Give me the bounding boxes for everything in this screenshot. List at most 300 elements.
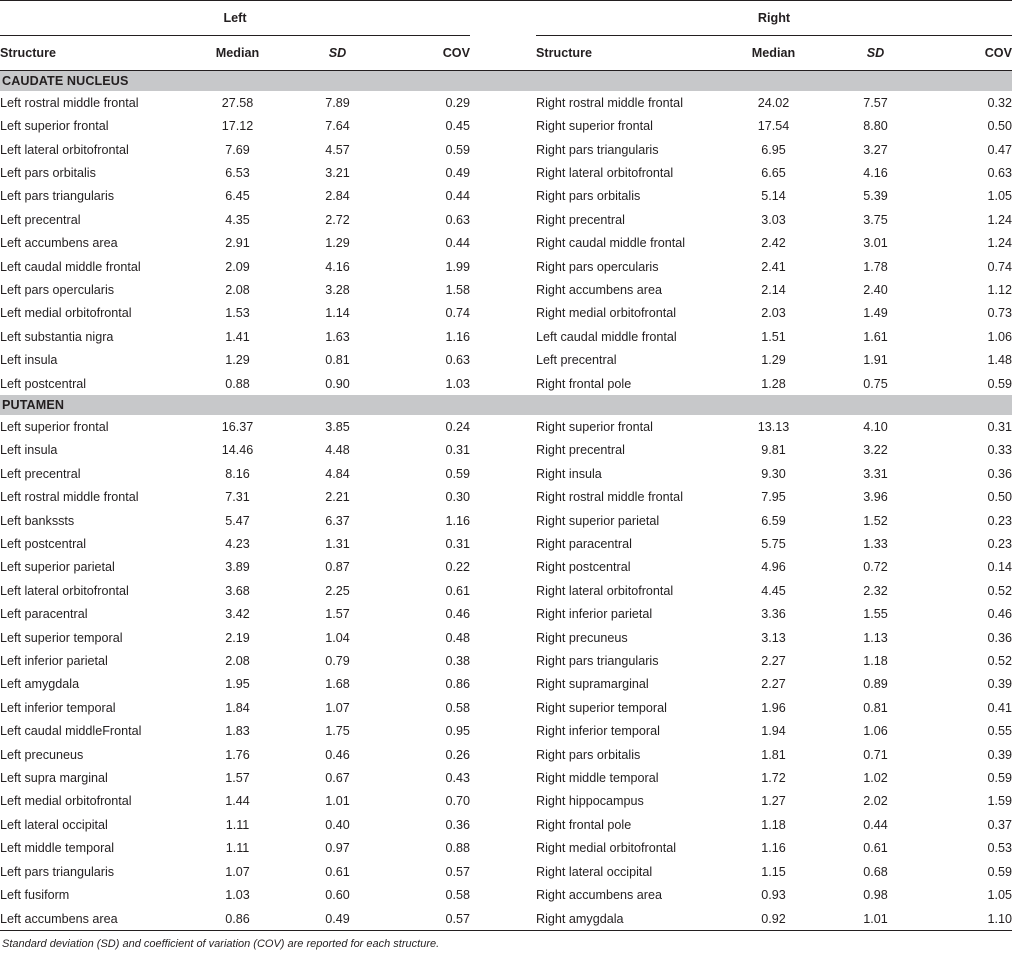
cell-median-left: 4.23 (225, 537, 250, 552)
cell-sd-right: 0.61 (863, 841, 888, 856)
cell-structure-left: Left supra marginal (0, 771, 108, 786)
cell-cov-left: 0.26 (445, 747, 470, 762)
cell-cov-left: 0.30 (445, 490, 470, 505)
table-row (0, 883, 1012, 906)
cell-cov-left: 0.43 (445, 771, 470, 786)
table-row (0, 813, 1012, 836)
cell-structure-right: Right accumbens area (536, 888, 663, 903)
cell-median-right: 13.13 (757, 419, 790, 434)
cell-structure-right: Right precentral (536, 212, 625, 227)
cell-cov-left: 0.58 (445, 700, 470, 715)
cell-cov-left: 0.59 (445, 142, 470, 157)
cell-structure-right: Right superior frontal (536, 419, 653, 434)
cell-structure-right: Right pars triangularis (536, 654, 659, 669)
column-gap (470, 626, 536, 649)
cell-structure-left: Left caudal middleFrontal (0, 724, 142, 739)
cell-structure-left: Left insula (0, 443, 58, 458)
cell-median-left: 16.37 (221, 419, 254, 434)
cell-sd-right: 3.75 (863, 212, 888, 227)
column-gap (470, 415, 536, 438)
cell-structure-right: Right lateral orbitofrontal (536, 583, 674, 598)
cell-structure-left: Left precuneus (0, 747, 84, 762)
cell-structure-left: Left pars orbitalis (0, 165, 96, 180)
cell-sd-right: 1.13 (863, 630, 888, 645)
column-gap (470, 91, 536, 114)
cell-sd-left: 4.16 (325, 259, 350, 274)
cell-cov-left: 0.24 (445, 419, 470, 434)
col-sd-left: SD (285, 36, 390, 71)
cell-sd-right: 3.96 (863, 490, 888, 505)
cell-sd-right: 1.55 (863, 607, 888, 622)
cell-median-right: 2.41 (761, 259, 786, 274)
cell-structure-right: Right pars triangularis (536, 142, 659, 157)
cell-cov-right: 0.53 (987, 841, 1012, 856)
cell-sd-left: 2.25 (325, 583, 350, 598)
cell-cov-right: 0.55 (987, 724, 1012, 739)
cell-cov-left: 0.58 (445, 888, 470, 903)
cell-cov-right: 1.59 (987, 794, 1012, 809)
cell-median-right: 1.94 (761, 724, 786, 739)
cell-structure-left: Left paracentral (0, 607, 88, 622)
column-gap (470, 325, 536, 348)
table-row (0, 185, 1012, 208)
cell-median-right: 4.96 (761, 560, 786, 575)
cell-structure-left: Left medial orbitofrontal (0, 306, 132, 321)
column-gap (470, 462, 536, 485)
cell-median-left: 1.03 (225, 888, 250, 903)
cell-structure-left: Left inferior parietal (0, 654, 108, 669)
cell-cov-left: 1.16 (445, 329, 470, 344)
column-gap (470, 302, 536, 325)
cell-cov-left: 0.48 (445, 630, 470, 645)
column-gap (470, 486, 536, 509)
cell-cov-right: 0.59 (987, 376, 1012, 391)
cell-structure-left: Left fusiform (0, 888, 70, 903)
cell-sd-right: 1.91 (863, 353, 888, 368)
cell-structure-right: Right frontal pole (536, 376, 632, 391)
cell-structure-right: Left caudal middle frontal (536, 329, 677, 344)
cell-cov-left: 0.61 (445, 583, 470, 598)
cell-cov-left: 1.58 (445, 282, 470, 297)
column-gap (470, 907, 536, 931)
cell-structure-right: Right pars orbitalis (536, 747, 641, 762)
cell-sd-right: 0.72 (863, 560, 888, 575)
cell-sd-right: 0.68 (863, 864, 888, 879)
cell-sd-right: 3.22 (863, 443, 888, 458)
section-header-row (0, 395, 1012, 415)
cell-cov-left: 0.57 (390, 907, 470, 931)
group-right-label: Right (536, 1, 1012, 36)
cell-sd-left: 0.81 (325, 353, 350, 368)
cell-median-left: 7.31 (225, 490, 250, 505)
cell-median-right: 5.75 (761, 537, 786, 552)
cell-structure-left: Left medial orbitofrontal (0, 794, 132, 809)
cell-cov-left: 0.31 (445, 443, 470, 458)
table-row (0, 439, 1012, 462)
column-gap (470, 556, 536, 579)
cell-sd-right: 8.80 (863, 119, 888, 134)
cell-cov-right: 0.32 (987, 95, 1012, 110)
cell-cov-left: 0.74 (445, 306, 470, 321)
table-row (0, 302, 1012, 325)
cell-median-left: 8.16 (225, 466, 250, 481)
cell-cov-left: 1.16 (445, 513, 470, 528)
cell-median-left: 3.68 (225, 583, 250, 598)
table-row (0, 860, 1012, 883)
cell-median-left: 7.69 (225, 142, 250, 157)
cell-structure-left: Left pars triangularis (0, 189, 115, 204)
cell-median-right: 0.92 (726, 907, 821, 931)
cell-median-right: 1.51 (761, 329, 786, 344)
cell-sd-right: 3.01 (863, 236, 888, 251)
cell-median-left: 3.42 (225, 607, 250, 622)
cell-structure-left: Left rostral middle frontal (0, 490, 139, 505)
cell-median-left: 1.41 (225, 329, 250, 344)
cell-structure-left: Left postcentral (0, 537, 87, 552)
cell-structure-right: Right lateral orbitofrontal (536, 165, 674, 180)
cell-cov-left: 0.44 (445, 236, 470, 251)
cell-sd-left: 4.48 (325, 443, 350, 458)
cell-median-left: 1.11 (225, 841, 250, 856)
table-row (0, 231, 1012, 254)
cell-sd-left: 1.31 (325, 537, 350, 552)
cell-sd-left: 1.29 (325, 236, 350, 251)
cell-cov-left: 0.59 (445, 466, 470, 481)
col-sd-right: SD (821, 36, 930, 71)
table-row (0, 278, 1012, 301)
cell-structure-right: Right inferior temporal (536, 724, 660, 739)
column-gap (470, 883, 536, 906)
cell-cov-right: 0.33 (987, 443, 1012, 458)
cell-sd-left: 1.63 (325, 329, 350, 344)
cell-cov-left: 0.70 (445, 794, 470, 809)
col-median-right: Median (726, 36, 821, 71)
cell-structure-left: Left insula (0, 353, 58, 368)
cell-sd-left: 1.04 (325, 630, 350, 645)
cell-structure-left: Left middle temporal (0, 841, 115, 856)
cell-median-right: 1.27 (761, 794, 786, 809)
cell-structure-left: Left lateral orbitofrontal (0, 583, 129, 598)
cell-cov-right: 0.46 (987, 607, 1012, 622)
cell-median-left: 5.47 (225, 513, 250, 528)
col-structure-left: Structure (0, 36, 190, 71)
cell-cov-left: 0.38 (445, 654, 470, 669)
table-row (0, 91, 1012, 114)
cell-structure-left: Left accumbens area (0, 907, 190, 931)
cell-cov-right: 0.52 (987, 583, 1012, 598)
cell-cov-right: 0.37 (987, 817, 1012, 832)
cell-median-right: 1.81 (761, 747, 786, 762)
cell-median-left: 0.88 (225, 376, 250, 391)
table-row (0, 626, 1012, 649)
cell-median-left: 1.57 (225, 771, 250, 786)
cell-median-right: 6.65 (761, 165, 786, 180)
cell-structure-right: Right medial orbitofrontal (536, 306, 677, 321)
cell-cov-left: 0.22 (445, 560, 470, 575)
cell-structure-right: Right rostral middle frontal (536, 95, 683, 110)
table-row (0, 603, 1012, 626)
table-row (0, 556, 1012, 579)
table-row (0, 325, 1012, 348)
cell-sd-right: 7.57 (863, 95, 888, 110)
cell-cov-right: 0.23 (987, 537, 1012, 552)
cell-sd-left: 0.40 (325, 817, 350, 832)
cell-median-right: 1.29 (761, 353, 786, 368)
cell-median-left: 2.08 (225, 282, 250, 297)
cell-structure-right: Right hippocampus (536, 794, 644, 809)
column-header-row (0, 36, 1012, 71)
cell-cov-left: 0.57 (445, 864, 470, 879)
cell-cov-left: 0.63 (445, 353, 470, 368)
column-gap (470, 231, 536, 254)
cell-structure-right: Right caudal middle frontal (536, 236, 686, 251)
cell-sd-right: 2.32 (863, 583, 888, 598)
cell-median-right: 1.72 (761, 771, 786, 786)
cell-structure-left: Left caudal middle frontal (0, 259, 141, 274)
cell-median-right: 6.59 (761, 513, 786, 528)
cell-sd-right: 0.44 (863, 817, 888, 832)
cell-median-left: 1.83 (225, 724, 250, 739)
cell-structure-left: Left rostral middle frontal (0, 95, 139, 110)
cell-structure-right: Right supramarginal (536, 677, 649, 692)
cell-cov-right: 1.24 (987, 236, 1012, 251)
cell-median-right: 0.93 (761, 888, 786, 903)
cell-cov-right: 1.48 (987, 353, 1012, 368)
cell-median-right: 1.16 (761, 841, 786, 856)
cell-median-right: 2.42 (761, 236, 786, 251)
cell-median-right: 1.18 (761, 817, 786, 832)
cell-structure-right: Right precuneus (536, 630, 628, 645)
cell-cov-left: 0.36 (445, 817, 470, 832)
cell-structure-right: Right rostral middle frontal (536, 490, 683, 505)
cell-sd-left: 0.90 (325, 376, 350, 391)
cell-sd-left: 0.87 (325, 560, 350, 575)
column-gap (470, 766, 536, 789)
cell-structure-right: Right precentral (536, 443, 625, 458)
column-gap (470, 372, 536, 395)
cell-sd-right: 0.71 (863, 747, 888, 762)
cell-sd-left: 2.21 (325, 490, 350, 505)
cell-cov-right: 0.63 (987, 165, 1012, 180)
column-gap (470, 673, 536, 696)
cell-median-left: 1.11 (225, 817, 250, 832)
cell-sd-right: 1.61 (863, 329, 888, 344)
cell-cov-right: 1.05 (987, 888, 1012, 903)
cell-cov-right: 0.73 (987, 306, 1012, 321)
cell-cov-right: 0.74 (987, 259, 1012, 274)
cell-sd-left: 2.84 (325, 189, 350, 204)
cell-sd-right: 0.81 (863, 700, 888, 715)
cell-cov-left: 0.63 (445, 212, 470, 227)
col-median-left: Median (190, 36, 285, 71)
cell-structure-left: Left lateral orbitofrontal (0, 142, 129, 157)
cell-median-left: 2.91 (225, 236, 250, 251)
table-row (0, 462, 1012, 485)
table-row (0, 579, 1012, 602)
cell-cov-right: 0.59 (987, 771, 1012, 786)
cell-sd-right: 1.01 (821, 907, 930, 931)
cell-structure-left: Left postcentral (0, 376, 87, 391)
section-header-row (0, 71, 1012, 92)
cell-median-left: 1.95 (225, 677, 250, 692)
cell-sd-right: 2.40 (863, 282, 888, 297)
column-gap (470, 696, 536, 719)
table-row (0, 509, 1012, 532)
column-gap (470, 208, 536, 231)
cell-sd-right: 3.31 (863, 466, 888, 481)
cell-median-right: 2.03 (761, 306, 786, 321)
cell-cov-left: 0.44 (445, 189, 470, 204)
cell-median-left: 1.84 (225, 700, 250, 715)
cell-cov-right: 0.52 (987, 654, 1012, 669)
cell-cov-right: 0.50 (987, 119, 1012, 134)
cell-cov-right: 1.24 (987, 212, 1012, 227)
table-row (0, 161, 1012, 184)
cell-sd-right: 0.98 (863, 888, 888, 903)
cell-structure-left: Left pars triangularis (0, 864, 115, 879)
cell-sd-right: 1.02 (863, 771, 888, 786)
cell-sd-left: 1.14 (325, 306, 350, 321)
table-row (0, 532, 1012, 555)
cell-cov-right: 1.06 (987, 329, 1012, 344)
table-row (0, 696, 1012, 719)
cell-cov-right: 0.31 (987, 419, 1012, 434)
column-gap (470, 837, 536, 860)
cell-cov-left: 0.86 (445, 677, 470, 692)
cell-structure-right: Left precentral (536, 353, 617, 368)
cell-sd-left: 0.46 (325, 747, 350, 762)
cell-structure-left: Left precentral (0, 466, 81, 481)
cell-structure-right: Right postcentral (536, 560, 631, 575)
cell-cov-left: 0.95 (445, 724, 470, 739)
cell-cov-right: 0.39 (987, 747, 1012, 762)
cell-structure-right: Right medial orbitofrontal (536, 841, 677, 856)
cell-structure-left: Left amygdala (0, 677, 80, 692)
column-gap (470, 185, 536, 208)
cell-sd-right: 1.06 (863, 724, 888, 739)
cell-median-right: 9.81 (761, 443, 786, 458)
cell-structure-left: Left superior frontal (0, 119, 109, 134)
cell-cov-right: 0.47 (987, 142, 1012, 157)
cell-median-left: 6.53 (225, 165, 250, 180)
cell-sd-left: 1.68 (325, 677, 350, 692)
cell-sd-left: 4.84 (325, 466, 350, 481)
cell-sd-right: 4.10 (863, 419, 888, 434)
cell-median-left: 1.44 (225, 794, 250, 809)
column-gap (470, 278, 536, 301)
column-gap (470, 743, 536, 766)
col-cov-right: COV (930, 36, 1012, 71)
cell-sd-left: 3.85 (325, 419, 350, 434)
cell-cov-right: 1.10 (930, 907, 1012, 931)
col-structure-right: Structure (536, 36, 726, 71)
cell-structure-left: Left pars opercularis (0, 282, 115, 297)
column-gap (470, 114, 536, 137)
cell-sd-left: 0.61 (325, 864, 350, 879)
cell-sd-left: 7.64 (325, 119, 350, 134)
column-gap (470, 813, 536, 836)
group-header-row (0, 1, 1012, 36)
cell-median-right: 2.14 (761, 282, 786, 297)
cell-sd-right: 1.49 (863, 306, 888, 321)
cell-structure-right: Right lateral occipital (536, 864, 653, 879)
cell-structure-right: Right frontal pole (536, 817, 632, 832)
column-gap (470, 138, 536, 161)
cell-sd-right: 2.02 (863, 794, 888, 809)
cell-structure-left: Left superior parietal (0, 560, 115, 575)
column-gap (470, 509, 536, 532)
cell-structure-right: Right amygdala (536, 907, 726, 931)
cell-sd-left: 0.49 (285, 907, 390, 931)
cell-median-left: 2.08 (225, 654, 250, 669)
section-title: CAUDATE NUCLEUS (0, 71, 1012, 92)
cell-median-right: 17.54 (757, 119, 790, 134)
cell-median-left: 1.07 (225, 864, 250, 879)
cell-median-right: 1.15 (761, 864, 786, 879)
column-gap (470, 439, 536, 462)
cell-cov-left: 0.88 (445, 841, 470, 856)
cell-cov-left: 0.46 (445, 607, 470, 622)
table-row (0, 766, 1012, 789)
cell-sd-left: 6.37 (325, 513, 350, 528)
cell-median-left: 1.53 (225, 306, 250, 321)
cell-structure-left: Left inferior temporal (0, 700, 116, 715)
cell-median-left: 3.89 (225, 560, 250, 575)
table-row (0, 114, 1012, 137)
cell-median-left: 2.19 (225, 630, 250, 645)
cell-sd-left: 7.89 (325, 95, 350, 110)
cell-sd-left: 3.21 (325, 165, 350, 180)
cell-sd-left: 0.67 (325, 771, 350, 786)
cell-sd-right: 1.33 (863, 537, 888, 552)
cell-cov-right: 0.59 (987, 864, 1012, 879)
cell-median-right: 4.45 (761, 583, 786, 598)
table-body (0, 71, 1012, 931)
section-title: PUTAMEN (0, 395, 1012, 415)
table-footnote: Standard deviation (SD) and coefficient of variation (COV) are reported for each structure. (2, 938, 440, 951)
cell-median-left: 1.29 (225, 353, 250, 368)
cell-structure-right: Right inferior parietal (536, 607, 653, 622)
cell-sd-right: 3.27 (863, 142, 888, 157)
cell-median-right: 1.28 (761, 376, 786, 391)
table-row (0, 907, 1012, 931)
cell-sd-left: 0.60 (325, 888, 350, 903)
table-row (0, 138, 1012, 161)
column-gap (470, 348, 536, 371)
cell-median-right: 2.27 (761, 677, 786, 692)
cell-sd-left: 1.01 (325, 794, 350, 809)
cell-sd-right: 1.52 (863, 513, 888, 528)
table-row (0, 486, 1012, 509)
cell-median-right: 9.30 (761, 466, 786, 481)
column-gap (470, 579, 536, 602)
cell-structure-right: Right pars orbitalis (536, 189, 641, 204)
cell-cov-right: 0.36 (987, 466, 1012, 481)
col-cov-left: COV (390, 36, 470, 71)
column-gap (470, 649, 536, 672)
cell-sd-left: 4.57 (325, 142, 350, 157)
table-row (0, 743, 1012, 766)
table-row (0, 372, 1012, 395)
cell-sd-left: 1.07 (325, 700, 350, 715)
column-gap (470, 790, 536, 813)
cell-median-left: 14.46 (221, 443, 254, 458)
table-row (0, 837, 1012, 860)
column-gap (470, 860, 536, 883)
column-gap (470, 255, 536, 278)
cell-structure-left: Left precentral (0, 212, 81, 227)
cell-structure-right: Right pars opercularis (536, 259, 659, 274)
